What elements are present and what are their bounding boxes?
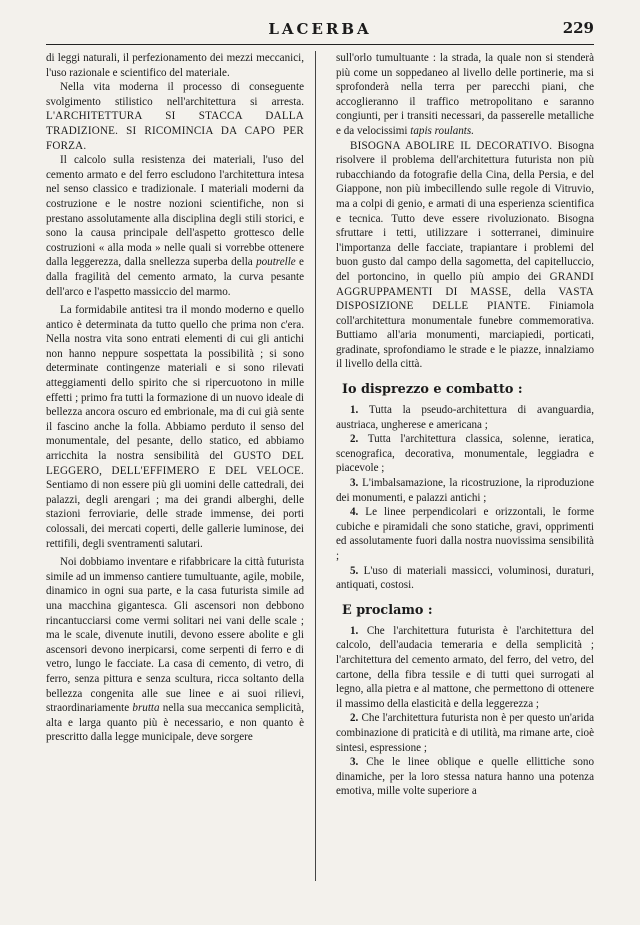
paragraph: Nella vita moderna il processo di conseguente svolgimento stilistico nell'architettura si arresta. L'ARCHITETTURA SI STACCA DALLA TRADIZIONE. SI RICOMINCIA DA CAPO PER FORZA. (46, 81, 304, 152)
page-header (46, 18, 594, 45)
emphasis-caps: VASTA DISPOSIZIONE DELLE PIANTE. (336, 285, 594, 313)
list-item: 3. Che le linee oblique e quelle ellittiche sono dinamiche, per la loro stessa natura hanno una potenza emotiva, mille volte superiore a (336, 756, 594, 798)
right-column (336, 51, 594, 799)
paragraph: La formidabile antitesi tra il mondo moderno e quello antico è determinata da tutto quello che prima non c'era. Nella nostra vita sono entrati elementi di cui gli antichi non hanno neppure sospettata la possibilità ; si sono determinate contingenze materiali e si sono rilevati atteggiamenti dello spirito che si ripercuotono in mille effetti ; primo fra tutti la formazione di un nuovo ideale di bellezza ancora oscuro ed embrionale, ma di cui già sente il fascino anche la folla. Abbiamo perduto il senso del monumentale, del pesante, dello statico, ed abbiamo arricchita la nostra sensibilità del GUSTO DEL LEGGERO, DELL'EFFIMERO E DEL VELOCE. Sentiamo di non essere più gli uomini delle cattedrali, dei palazzi, degli arengari ; ma dei grandi alberghi, delle stazioni ferroviarie, delle strade immense, dei porti colossali, dei mercati coperti, delle gallerie luminose, dei rettifili, degli sventramenti salutari. (46, 304, 304, 550)
section-heading: Io disprezzo e combatto : (342, 382, 523, 398)
list-item: 1. Tutta la pseudo-architettura di avanguardia, austriaca, ungherese e americana ; (336, 404, 594, 431)
text-columns (46, 51, 594, 799)
paragraph: di leggi naturali, il perfezionamento dei mezzi meccanici, l'uso razionale e scientifico del materiale. (46, 52, 304, 79)
emphasis-caps: GUSTO DEL LEGGERO, DELL'EFFIMERO E DEL VELOCE. (46, 450, 304, 477)
masthead: LACERBA (268, 20, 372, 38)
list-item: 1. Che l'architettura futurista è l'architettura del calcolo, dell'audacia temeraria e della semplicità ; l'architettura del cemento armato, del ferro, del vetro, del cartone, della fibra tessile e di tutti quei surrogati al legno, alla pietra e al mattone, che permettono di ottenere il massimo della elasticità e della leggerezza ; (336, 624, 594, 710)
left-column (46, 51, 304, 799)
emphasis-caps: L'ARCHITETTURA SI STACCA DALLA TRADIZIONE. SI RICOMINCIA DA CAPO PER FORZA. (46, 110, 304, 152)
italic-term: poutrelle (256, 256, 296, 269)
list-item: 5. L'uso di materiali massicci, voluminosi, duraturi, antiquati, costosi. (336, 564, 594, 592)
italic-term: tapis roulants. (410, 124, 474, 137)
list-item: 2. Tutta l'architettura classica, solenne, ieratica, scenografica, decorativa, monumentale, leggiadra e piacevole ; (336, 433, 594, 475)
paragraph: Il calcolo sulla resistenza dei materiali, l'uso del cemento armato e del ferro escludono l'architettura intesa nel senso classico e tradizionale. I materiali moderni da costruzione e le nostre nozioni scientifiche, non si prestano assolutamente alla disciplina degli stili storici, e sono la causa principale dell'aspetto grottesco delle costruzioni « alla moda » nelle quali si vorrebbe ottenere dalla leggerezza, dalla snellezza superba della poutrelle e dalla fragilità del cemento armato, la curva pesante dell'arco e l'aspetto massiccio del marmo. (46, 154, 304, 298)
list-item: 2. Che l'architettura futurista non è per questo un'arida combinazione di praticità e di utilità, ma rimane arte, cioè sintesi, espressione ; (336, 712, 594, 754)
column-divider (315, 51, 316, 881)
italic-term: brutta (132, 702, 160, 715)
emphasis-caps: BISOGNA ABOLIRE IL DECORATIVO. (350, 139, 553, 152)
emphasis-caps: GRANDI AGGRUPPAMENTI DI MASSE, (336, 270, 594, 298)
page-number: 229 (562, 19, 594, 37)
paragraph: sull'orlo tumultuante : la strada, la quale non si stenderà più come un soppedaneo al livello delle portinerie, ma si sprofonderà nella terra per parecchi piani, che accoglieranno il traffico metropolitano e saranno congiunti, per i transiti necessari, da passerelle metalliche e da velocissimi tapis roulants. (336, 52, 594, 137)
paragraph: BISOGNA ABOLIRE IL DECORATIVO. Bisogna risolvere il problema dell'architettura futurista non più rubacchiando da fotografie della Cina, della Persia, e del Giappone, non più imbecillendo sulle regole di Vitruvio, ma a colpi di genio, e armati di una esperienza scientifica e tecnica. Tutto deve essere rivoluzionato. Bisogna sfruttare i tetti, utilizzare i sotterranei, diminuire l'importanza delle facciate, trapiantare i problemi del buon gusto dal campo della sagometta, del capitelluccio, del portoncino, in quello più ampio dei GRANDI AGGRUPPAMENTI DI MASSE, della VASTA DISPOSIZIONE DELLE PIANTE. Finiamola coll'architettura monumentale funebre commemorativa. Buttiamo all'aria monumenti, marciapiedi, porticati, gradinate, sprofondiamo le strade e le piazze, innalziamo il livello della città. (336, 139, 594, 371)
section-heading: E proclamo : (342, 602, 433, 618)
list-item: 4. Le linee perpendicolari e orizzontali, le forme cubiche e piramidali che sono statiche, gravi, opprimenti ed assolutamente fuori dalla nostra nuovissima sensibilità ; (336, 506, 595, 562)
list-item: 3. L'imbalsamazione, la ricostruzione, la riproduzione dei monumenti, e palazzi antichi ; (336, 477, 594, 504)
paragraph: Noi dobbiamo inventare e rifabbricare la città futurista simile ad un immenso cantiere tumultuante, agile, mobile, dinamico in ogni sua parte, e la casa futurista simile ad una macchina gigantesca. Gli ascensori non debbono rincantucciarsi come vermi solitari nei vani delle scale ; ma le scale, divenute inutili, devono essere abolite e gli ascensori devono inerpicarsi, come serpenti di ferro e di vetro, lungo le facciate. La casa di cemento, di vetro, di ferro, senza pittura e senza scultura, ricca soltanto della bellezza congenita alle sue linee e ai suoi rilievi, straordinariamente brutta nella sua meccanica semplicità, alta e larga quanto più è necessario, e non quanto è prescritto dalla legge municipale, deve sorgere (46, 556, 304, 744)
